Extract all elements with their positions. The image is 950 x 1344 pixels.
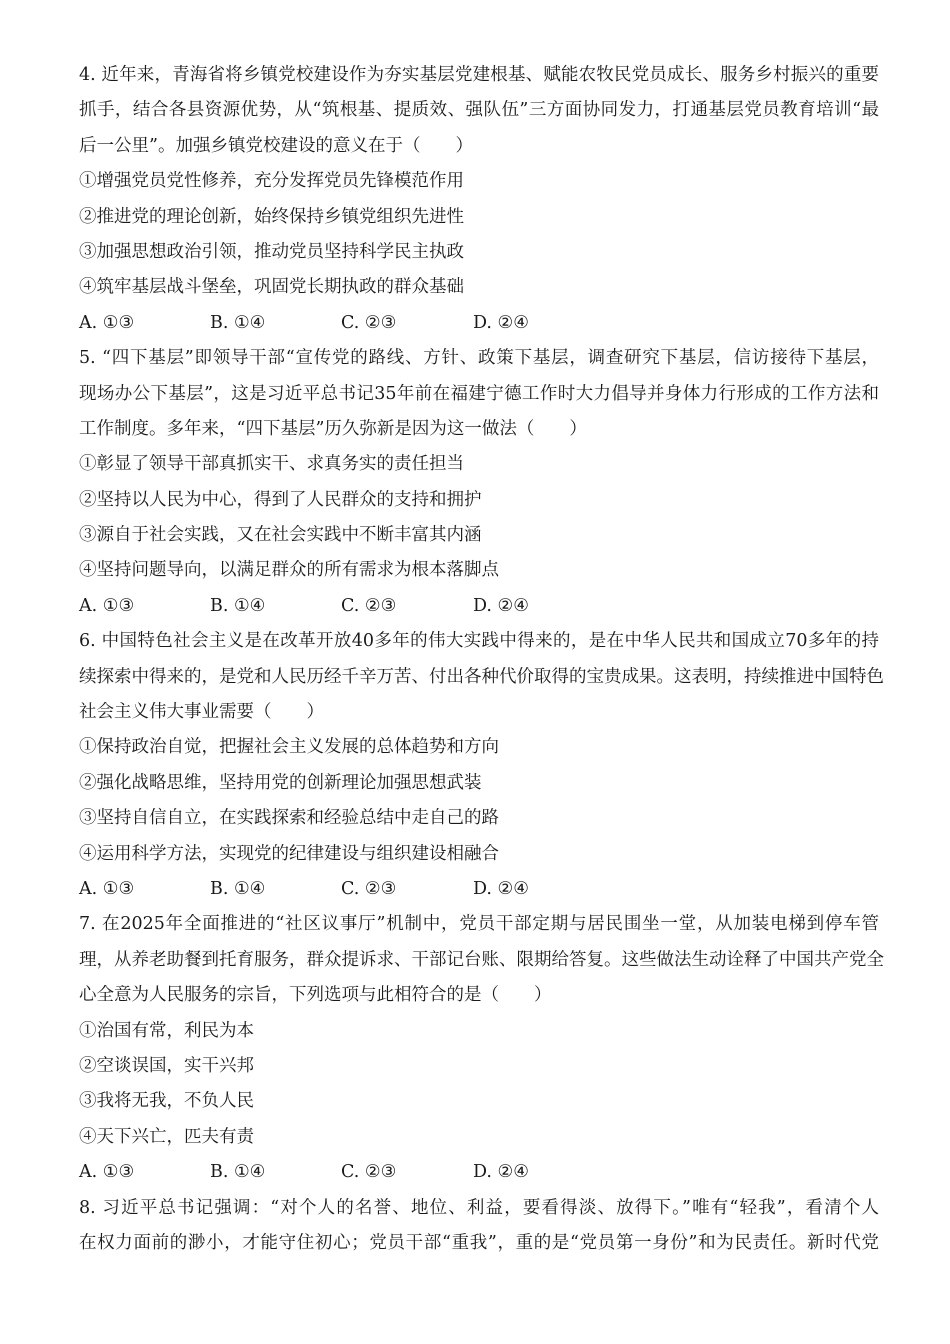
choice-a: A. ①③ (79, 878, 135, 899)
choice-c: C. ②③ (341, 312, 397, 333)
option-line: ④坚持问题导向，以满足群众的所有需求为根本落脚点 (79, 560, 499, 581)
choice-c: C. ②③ (341, 595, 397, 616)
choice-c: C. ②③ (341, 1162, 397, 1183)
question-7 (79, 907, 884, 1190)
exam-page (79, 58, 884, 1261)
choice-b: B. ①④ (210, 878, 266, 899)
question-stem-line: 6. 中国特色社会主义是在改革开放40多年的伟大实践中得来的，是在中华人民共和国成立70多年的持 (79, 631, 879, 652)
option-line: ①治国有常，利民为本 (79, 1020, 254, 1041)
option-line: ④筑牢基层战斗堡垒，巩固党长期执政的群众基础 (79, 277, 464, 298)
option-line: ①彰显了领导干部真抓实干、求真务实的责任担当 (79, 454, 464, 475)
answer-choices (79, 589, 879, 624)
choice-b: B. ①④ (210, 1162, 266, 1183)
option-line: ②空谈误国，实干兴邦 (79, 1055, 254, 1076)
option-line: ④运用科学方法，实现党的纪律建设与组织建设相融合 (79, 843, 499, 864)
choice-d: D. ②④ (473, 878, 529, 899)
choice-c: C. ②③ (341, 878, 397, 899)
answer-choices (79, 306, 879, 341)
choice-d: D. ②④ (473, 1162, 529, 1183)
option-line: ②强化战略思维，坚持用党的创新理论加强思想武装 (79, 772, 482, 793)
option-line: ③加强思想政治引领，推动党员坚持科学民主执政 (79, 241, 464, 262)
question-stem-line: 7. 在2025年全面推进的“社区议事厅”机制中，党员干部定期与居民围坐一堂，从加装电梯到停车管 (79, 914, 879, 935)
question-stem-line: 8. 习近平总书记强调：“对个人的名誉、地位、利益，要看得淡、放得下。”唯有“轻我”，看清个人 (79, 1197, 879, 1218)
choice-a: A. ①③ (79, 1162, 135, 1183)
option-line: ②推进党的理论创新，始终保持乡镇党组织先进性 (79, 206, 464, 227)
choice-a: A. ①③ (79, 312, 135, 333)
question-stem-line: 现场办公下基层”，这是习近平总书记35年前在福建宁德工作时大力倡导并身体力行形成的工作方法和 (79, 383, 879, 404)
question-stem-line: 心全意为人民服务的宗旨，下列选项与此相符合的是（ ） (79, 985, 552, 1006)
choice-d: D. ②④ (473, 312, 529, 333)
question-stem-line: 后一公里”。加强乡镇党校建设的意义在于（ ） (79, 135, 473, 156)
choice-a: A. ①③ (79, 595, 135, 616)
question-5 (79, 341, 879, 624)
question-stem-line: 工作制度。多年来，“四下基层”历久弥新是因为这一做法（ ） (79, 418, 587, 439)
question-stem-line: 社会主义伟大事业需要（ ） (79, 702, 324, 723)
question-4 (79, 58, 879, 341)
option-line: ①增强党员党性修养，充分发挥党员先锋模范作用 (79, 171, 464, 192)
option-line: ③我将无我，不负人民 (79, 1091, 254, 1112)
question-stem-line: 5. “四下基层”即领导干部“宣传党的路线、方针、政策下基层，调查研究下基层，信访接待下基层， (79, 348, 879, 369)
question-stem-line: 抓手，结合各县资源优势，从“筑根基、提质效、强队伍”三方面协同发力，打通基层党员教育培训“最 (79, 100, 879, 121)
choice-b: B. ①④ (210, 595, 266, 616)
question-stem-line: 在权力面前的渺小，才能守住初心；党员干部“重我”，重的是“党员第一身份”和为民责任。新时代党 (79, 1232, 879, 1253)
question-6 (79, 624, 884, 907)
answer-choices (79, 872, 879, 907)
choice-d: D. ②④ (473, 595, 529, 616)
answer-choices (79, 1155, 879, 1190)
option-line: ①保持政治自觉，把握社会主义发展的总体趋势和方向 (79, 737, 499, 758)
option-line: ②坚持以人民为中心，得到了人民群众的支持和拥护 (79, 489, 482, 510)
question-stem-line: 续探索中得来的，是党和人民历经千辛万苦、付出各种代价取得的宝贵成果。这表明，持续推进中国特色 (79, 666, 884, 687)
option-line: ③源自于社会实践，又在社会实践中不断丰富其内涵 (79, 525, 482, 546)
question-stem-line: 4. 近年来，青海省将乡镇党校建设作为夯实基层党建根基、赋能农牧民党员成长、服务乡村振兴的重要 (79, 65, 879, 85)
question-8 (79, 1191, 879, 1262)
option-line: ③坚持自信自立，在实践探索和经验总结中走自己的路 (79, 808, 499, 829)
option-line: ④天下兴亡，匹夫有责 (79, 1126, 254, 1147)
question-stem-line: 理，从养老助餐到托育服务，群众提诉求、干部记台账、限期给答复。这些做法生动诠释了中国共产党全 (79, 949, 884, 970)
choice-b: B. ①④ (210, 312, 266, 333)
